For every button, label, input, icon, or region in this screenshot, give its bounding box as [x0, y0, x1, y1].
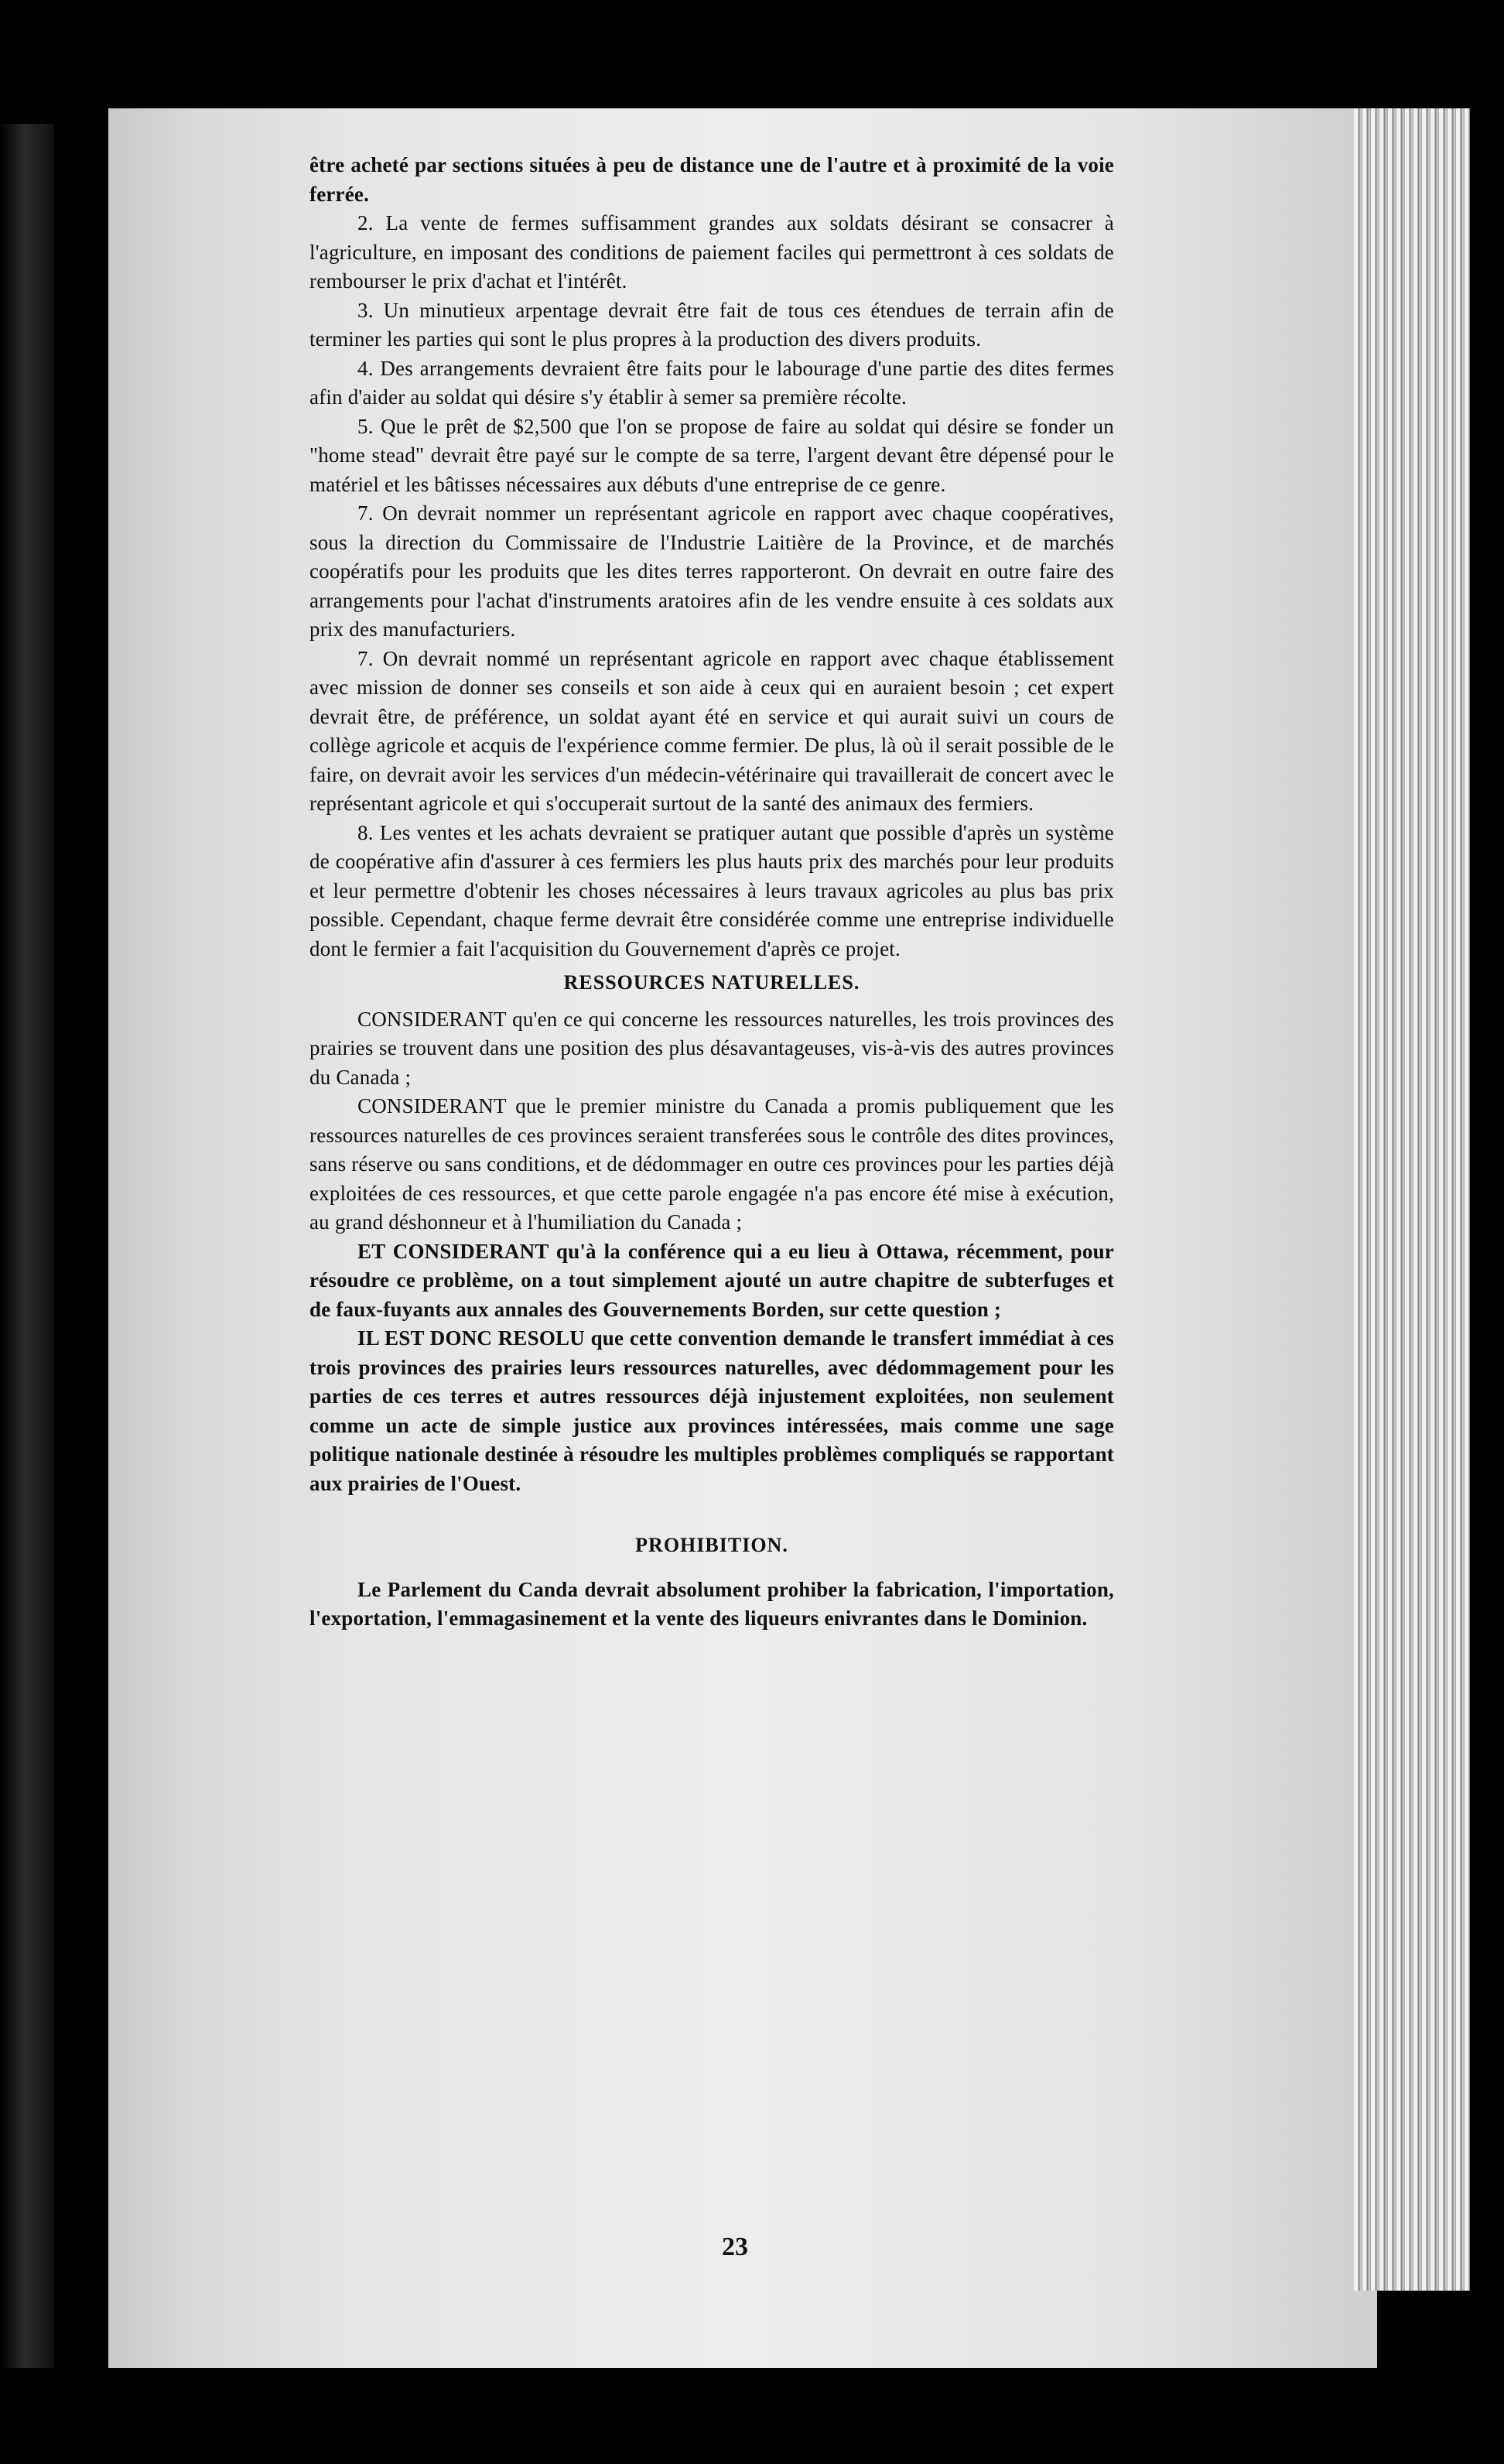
continuation-paragraph: être acheté par sections situées à peu de distance une de l'autre et à proximité de la voie ferrée. [309, 153, 1114, 206]
resolution-paragraph: IL EST DONC RESOLU que cette convention demande le transfert immédiat à ces trois provinces des prairies leurs ressources naturelles, avec dédommagement pour les parties de ces terres et autres ressources déjà injustement exploitées, non seulement comme un acte de simple justice aux provinces intéressées, mais comme une sage politique nationale destinée à résoudre les multiples problèmes compliqués se rapportant aux prairies de l'Ouest. [309, 1326, 1114, 1495]
page-number: 23 [722, 2233, 748, 2261]
book-binding-shadow [0, 124, 54, 2368]
spacer [309, 1568, 1114, 1576]
section-heading-prohibition: PROHIBITION. [635, 1534, 788, 1556]
list-item: 5. Que le prêt de $2,500 que l'on se propose de faire au soldat qui désire se fonder un "home stead" devrait être payé sur le compte de sa terre, l'argent devant être dépensé pour le matériel et les bâtisses nécessaires aux débuts d'une entreprise de ce genre. [309, 414, 1114, 496]
list-item: 7. On devrait nommé un représentant agricole en rapport avec chaque établissement avec mission de donner ses conseils et son aide à ceux qui en auraient besoin ; cet expert devrait être, de préférence, un soldat ayant été en service et qui aurait suivi un cours de collège agricole et acquis de l'expérience comme fermier. De plus, là où il serait possible de le faire, on devrait avoir les services d'un médecin-vétérinaire qui travaillerait de concert avec le représentant agricole et qui s'occuperait surtout de la santé des animaux des fermiers. [309, 646, 1114, 815]
prohibition-paragraph: Le Parlement du Canda devrait absolument prohiber la fabrication, l'importation, l'exportation, l'emmagasinement et la vente des liqueurs enivrantes dans le Dominion. [309, 1577, 1114, 1630]
list-item: 8. Les ventes et les achats devraient se pratiquer autant que possible d'après un système de coopérative afin d'assurer à ces fermiers les plus hauts prix des marchés pour leur produits et leur permettre d'obtenir les choses nécessaires à leurs travaux agricoles au plus bas prix possible. Cependant, chaque ferme devrait être considérée comme une entreprise individuelle dont le fermier a fait l'acquisition du Gouvernement d'après ce projet. [309, 820, 1114, 960]
page-text [309, 151, 1114, 1634]
page-edges-stack [1354, 108, 1470, 2291]
resolution-paragraph: ET CONSIDERANT qu'à la conférence qui a eu lieu à Ottawa, récemment, pour résoudre ce problème, on a tout simplement ajouté un autre chapitre de subterfuges et de faux-fuyants aux annales des Gouvernements Borden, sur cette question ; [309, 1239, 1114, 1321]
resolution-paragraph: CONSIDERANT que le premier ministre du Canada a promis publiquement que les ressources naturelles de ces provinces seraient transferées sous le contrôle des dites provinces, sans réserve ou sans conditions, et de dédommager en outre ces provinces pour les parties déjà exploitées de ces ressources, et que cette parole engagée n'a pas encore été mise à exécution, au grand déshonneur et à l'humiliation du Canada ; [309, 1094, 1114, 1234]
list-item: 7. On devrait nommer un représentant agricole en rapport avec chaque coopératives, sous la direction du Commissaire de l'Industrie Laitière de la Province, et de marchés coopératifs pour les produits que les dites terres rapporteront. On devrait en outre faire des arrangements pour l'achat d'instruments aratoires afin de les vendre ensuite à ces soldats aux prix des manufacturiers. [309, 501, 1114, 641]
section-heading-resources: RESSOURCES NATURELLES. [563, 971, 860, 994]
list-item: 4. Des arrangements devraient être faits pour le labourage d'une partie des dites fermes afin d'aider au soldat qui désire s'y établir à semer sa première récolte. [309, 356, 1114, 409]
list-item: 3. Un minutieux arpentage devrait être fait de tous ces étendues de terrain afin de terminer les parties qui sont le plus propres à la production des divers produits. [309, 298, 1114, 351]
resolution-paragraph: CONSIDERANT qu'en ce qui concerne les ressources naturelles, les trois provinces des prairies se trouvent dans une position des plus désavantageuses, vis-à-vis des autres provinces du Canada ; [309, 1007, 1114, 1089]
list-item: 2. La vente de fermes suffisamment grandes aux soldats désirant se consacrer à l'agriculture, en imposant des conditions de paiement faciles qui permettront à ces soldats de rembourser le prix d'achat et l'intérêt. [309, 211, 1114, 293]
spacer [309, 1498, 1114, 1526]
